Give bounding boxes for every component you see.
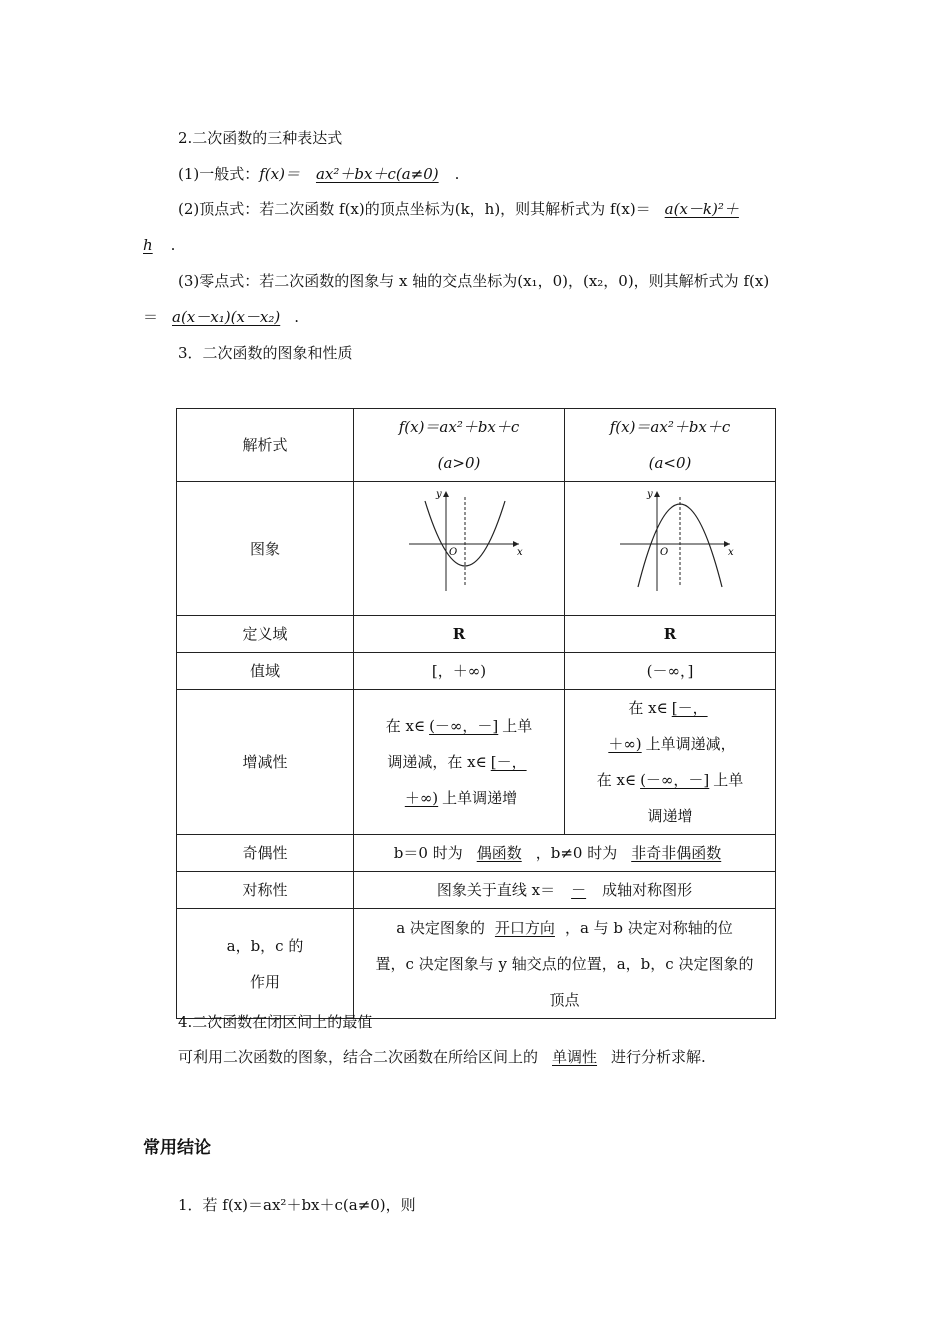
x-axis-label: x — [728, 547, 734, 558]
row-label-symmetry: 对称性 — [177, 872, 354, 909]
row-label-monotonicity: 增减性 — [177, 690, 354, 835]
general-form-lhs: f(x)＝ — [259, 165, 300, 183]
section-2-title: 2.二次函数的三种表达式 — [178, 129, 343, 147]
zero-form-label: (3)零点式：若二次函数的图象与 x 轴的交点坐标为(x₁，0)，(x₂，0)，则其解析式为 f(x) — [178, 272, 770, 290]
vertex-form-answer-a: a(x－k)²＋ — [664, 200, 739, 218]
range-a-negative: (－∞，] — [565, 653, 776, 690]
expression-a-negative: f(x)＝ax²＋bx＋c (a<0) — [565, 409, 776, 482]
conclusions-heading: 常用结论 — [143, 1138, 211, 1158]
vertex-form-line — [178, 199, 741, 219]
downward-parabola-graph — [600, 487, 740, 597]
section-4-title: 4.二次函数在闭区间上的最值 — [178, 1013, 373, 1031]
row-label-expression: 解析式 — [177, 409, 354, 482]
monotonicity-a-positive: 在 x∈ (－∞，－] 上单 调递减，在 x∈ [－， ＋∞) 上单调递增 — [354, 690, 565, 835]
section-3-title: 3．二次函数的图象和性质 — [178, 344, 353, 362]
general-form-answer: ax²＋bx＋c(a≠0) — [315, 165, 439, 183]
table-row — [177, 616, 776, 653]
graph-downward-cell — [565, 482, 776, 616]
row-label-range: 值域 — [177, 653, 354, 690]
conclusion-item-1: 1．若 f(x)＝ax²＋bx＋c(a≠0)，则 — [178, 1196, 416, 1214]
zero-form-answer: a(x－x₁)(x－x₂) — [172, 308, 281, 326]
parity-cell: b＝0 时为 偶函数 ，b≠0 时为 非奇非偶函数 — [354, 835, 776, 872]
vertex-form-answer-b: h — [143, 236, 153, 254]
range-a-positive: [，＋∞) — [354, 653, 565, 690]
row-label-domain: 定义域 — [177, 616, 354, 653]
zero-form-lhs: ＝ — [143, 308, 159, 326]
origin-label: O — [660, 547, 669, 558]
table-row — [177, 409, 776, 482]
table-row — [177, 690, 776, 835]
table-row — [177, 653, 776, 690]
zero-form-line — [178, 271, 769, 291]
graph-upward-cell — [354, 482, 565, 616]
vertex-form-label: (2)顶点式：若二次函数 f(x)的顶点坐标为(k，h)，则其解析式为 f(x)＝ — [178, 200, 651, 218]
table-row — [177, 909, 776, 1019]
expression-a-positive: f(x)＝ax²＋bx＋c (a>0) — [354, 409, 565, 482]
properties-table — [176, 408, 776, 1019]
section-4-text: 可利用二次函数的图象，结合二次函数在所给区间上的 单调性 进行分析求解. — [178, 1048, 706, 1066]
table-row — [177, 835, 776, 872]
origin-label: O — [449, 547, 458, 558]
monotonicity-a-negative: 在 x∈ [－， ＋∞) 上单调递减， 在 x∈ (－∞，－] 上单 调递增 — [565, 690, 776, 835]
coefficients-cell: a 决定图象的 开口方向 ，a 与 b 决定对称轴的位 置，c 决定图象与 y 轴交点的位置，a，b，c 决定图象的 顶点 — [354, 909, 776, 1019]
symmetry-cell: 图象关于直线 x＝ － 成轴对称图形 — [354, 872, 776, 909]
row-label-graph: 图象 — [177, 482, 354, 616]
table-row — [177, 872, 776, 909]
table-row — [177, 482, 776, 616]
general-form-line: (1)一般式：f(x)＝ ax²＋bx＋c(a≠0) . — [178, 165, 460, 183]
general-form-label: (1)一般式： — [178, 165, 260, 183]
y-axis-arrow-icon — [654, 491, 660, 497]
zero-form-line-2: ＝ a(x－x₁)(x－x₂) . — [143, 308, 300, 326]
row-label-parity: 奇偶性 — [177, 835, 354, 872]
domain-a-negative: R — [565, 616, 776, 653]
vertex-form-line-2: h . — [143, 236, 176, 254]
y-axis-arrow-icon — [443, 491, 449, 497]
y-axis-label: y — [647, 489, 653, 500]
upward-parabola-graph — [389, 487, 529, 597]
x-axis-label: x — [517, 547, 523, 558]
row-label-coefficients: a，b，c 的 作用 — [177, 909, 354, 1019]
y-axis-label: y — [436, 489, 442, 500]
domain-a-positive: R — [354, 616, 565, 653]
